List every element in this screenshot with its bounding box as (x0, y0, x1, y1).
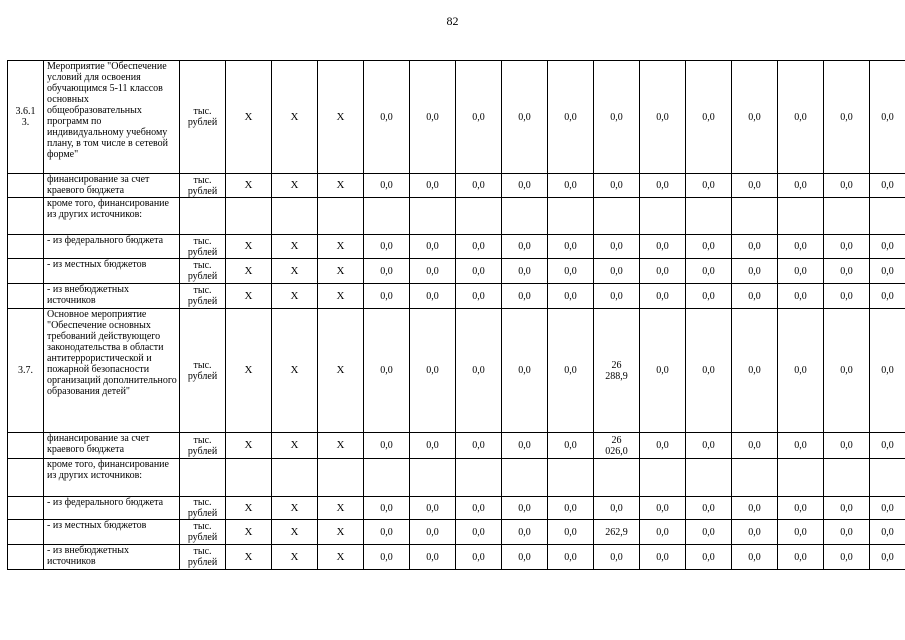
unit-cell: тыс. рублей (180, 259, 226, 284)
value-cell: 0,0 (686, 433, 732, 459)
value-cell (732, 198, 778, 235)
value-cell (364, 198, 410, 235)
value-cell: 0,0 (778, 61, 824, 174)
value-cell: 262,9 (594, 520, 640, 545)
value-cell: 0,0 (686, 309, 732, 433)
value-cell (502, 459, 548, 497)
value-cell: X (226, 545, 272, 570)
value-cell: 0,0 (870, 309, 905, 433)
value-cell: X (318, 235, 364, 259)
value-cell: 0,0 (732, 259, 778, 284)
value-cell: 0,0 (594, 284, 640, 309)
value-cell: 0,0 (870, 174, 905, 198)
value-cell: 0,0 (548, 309, 594, 433)
unit-cell: тыс. рублей (180, 545, 226, 570)
value-cell: 0,0 (410, 259, 456, 284)
value-cell: 0,0 (732, 309, 778, 433)
value-cell (686, 459, 732, 497)
value-cell: 0,0 (456, 61, 502, 174)
unit-cell: тыс. рублей (180, 497, 226, 520)
row-description-cell: - из федерального бюджета (44, 235, 180, 259)
row-description-cell: - из местных бюджетов (44, 259, 180, 284)
value-cell: 0,0 (364, 284, 410, 309)
value-cell: 0,0 (502, 259, 548, 284)
value-cell: 0,0 (732, 520, 778, 545)
unit-cell: тыс. рублей (180, 433, 226, 459)
value-cell: X (272, 284, 318, 309)
value-cell: X (318, 309, 364, 433)
row-description-cell: - из местных бюджетов (44, 520, 180, 545)
value-cell: 0,0 (870, 259, 905, 284)
value-cell: 0,0 (410, 545, 456, 570)
value-cell: 0,0 (548, 284, 594, 309)
value-cell: 0,0 (456, 520, 502, 545)
value-cell: X (226, 235, 272, 259)
value-cell: 0,0 (548, 520, 594, 545)
value-cell: 0,0 (456, 433, 502, 459)
value-cell: 0,0 (640, 174, 686, 198)
value-cell: 0,0 (824, 61, 870, 174)
value-cell: 0,0 (456, 235, 502, 259)
value-cell: 0,0 (548, 174, 594, 198)
value-cell: 0,0 (732, 545, 778, 570)
row-description-cell: Мероприятие "Обеспечение условий для освоения обучающимся 5-11 классов основных общеобразовательных программ по индивидуальному учебному плану, в том числе в сетевой форме" (44, 61, 180, 174)
value-cell: 0,0 (824, 235, 870, 259)
value-cell: 0,0 (778, 433, 824, 459)
value-cell: 0,0 (548, 433, 594, 459)
value-cell: 0,0 (686, 61, 732, 174)
value-cell: 0,0 (824, 174, 870, 198)
value-cell: 0,0 (594, 545, 640, 570)
value-cell: 0,0 (364, 545, 410, 570)
value-cell: 0,0 (548, 235, 594, 259)
value-cell: 0,0 (824, 497, 870, 520)
value-cell: X (226, 433, 272, 459)
value-cell: 0,0 (732, 235, 778, 259)
value-cell: 0,0 (410, 309, 456, 433)
value-cell: 0,0 (364, 61, 410, 174)
value-cell (824, 459, 870, 497)
row-number-cell (8, 235, 44, 259)
row-description-cell: - из внебюджетных источников (44, 284, 180, 309)
value-cell: 0,0 (732, 284, 778, 309)
row-number-cell (8, 284, 44, 309)
value-cell: 0,0 (732, 61, 778, 174)
value-cell: 0,0 (732, 174, 778, 198)
value-cell (226, 459, 272, 497)
value-cell (410, 459, 456, 497)
value-cell: 0,0 (594, 174, 640, 198)
value-cell (548, 198, 594, 235)
value-cell: X (318, 497, 364, 520)
unit-cell (180, 198, 226, 235)
value-cell: 0,0 (548, 545, 594, 570)
value-cell: 0,0 (640, 284, 686, 309)
value-cell (456, 198, 502, 235)
value-cell (318, 198, 364, 235)
table-row (8, 545, 905, 570)
value-cell: X (272, 433, 318, 459)
value-cell: 0,0 (548, 61, 594, 174)
table-row (8, 284, 905, 309)
value-cell: 0,0 (502, 545, 548, 570)
row-number-cell (8, 198, 44, 235)
table-row (8, 520, 905, 545)
row-number-cell (8, 520, 44, 545)
value-cell: X (272, 497, 318, 520)
value-cell: 0,0 (364, 235, 410, 259)
value-cell (870, 459, 905, 497)
value-cell: 0,0 (502, 309, 548, 433)
value-cell: 0,0 (594, 61, 640, 174)
table-row (8, 497, 905, 520)
value-cell: X (226, 497, 272, 520)
value-cell (226, 198, 272, 235)
value-cell: 0,0 (870, 433, 905, 459)
table-row (8, 259, 905, 284)
row-number-cell (8, 459, 44, 497)
value-cell: 0,0 (594, 497, 640, 520)
value-cell: 0,0 (548, 497, 594, 520)
row-description-cell: кроме того, финансирование из других источников: (44, 198, 180, 235)
value-cell: 0,0 (364, 433, 410, 459)
value-cell: 0,0 (824, 545, 870, 570)
row-number-cell (8, 174, 44, 198)
table-row (8, 309, 905, 433)
unit-cell: тыс. рублей (180, 174, 226, 198)
value-cell: 0,0 (686, 497, 732, 520)
value-cell: 0,0 (364, 497, 410, 520)
value-cell (824, 198, 870, 235)
value-cell (640, 198, 686, 235)
value-cell: 0,0 (410, 235, 456, 259)
value-cell: 0,0 (686, 545, 732, 570)
page-number: 82 (446, 14, 459, 28)
value-cell: 0,0 (870, 284, 905, 309)
value-cell: 0,0 (364, 174, 410, 198)
value-cell: 0,0 (870, 61, 905, 174)
value-cell: 0,0 (778, 497, 824, 520)
value-cell (686, 198, 732, 235)
value-cell: X (272, 235, 318, 259)
row-description-cell: Основное мероприятие "Обеспечение основных требований действующего законодательства в области антитеррористической и пожарной безопасности организаций дополнительного образования детей" (44, 309, 180, 433)
value-cell: 0,0 (640, 259, 686, 284)
value-cell: X (226, 520, 272, 545)
row-number-cell: 3.6.1 3. (8, 61, 44, 174)
value-cell: X (272, 259, 318, 284)
value-cell (548, 459, 594, 497)
value-cell: 0,0 (686, 259, 732, 284)
value-cell (594, 459, 640, 497)
value-cell: X (226, 61, 272, 174)
value-cell: 0,0 (778, 545, 824, 570)
value-cell: X (226, 309, 272, 433)
value-cell: 0,0 (410, 520, 456, 545)
value-cell: 0,0 (364, 309, 410, 433)
value-cell: 0,0 (778, 309, 824, 433)
value-cell: 0,0 (686, 284, 732, 309)
value-cell (272, 198, 318, 235)
value-cell: 0,0 (870, 545, 905, 570)
value-cell: 0,0 (364, 259, 410, 284)
table-row (8, 433, 905, 459)
value-cell: X (272, 520, 318, 545)
value-cell: 0,0 (502, 61, 548, 174)
value-cell: 0,0 (640, 520, 686, 545)
value-cell: 0,0 (870, 520, 905, 545)
value-cell: 0,0 (640, 61, 686, 174)
value-cell: 0,0 (824, 520, 870, 545)
value-cell: 0,0 (594, 235, 640, 259)
unit-cell: тыс. рублей (180, 235, 226, 259)
value-cell: X (226, 284, 272, 309)
value-cell: X (318, 520, 364, 545)
value-cell: 0,0 (502, 174, 548, 198)
unit-cell: тыс. рублей (180, 520, 226, 545)
value-cell (272, 459, 318, 497)
value-cell (778, 459, 824, 497)
value-cell: 0,0 (410, 284, 456, 309)
value-cell: 0,0 (456, 497, 502, 520)
value-cell: X (272, 61, 318, 174)
value-cell: 0,0 (640, 433, 686, 459)
row-description-cell: кроме того, финансирование из других источников: (44, 459, 180, 497)
value-cell: 0,0 (502, 284, 548, 309)
value-cell: 0,0 (824, 284, 870, 309)
unit-cell (180, 459, 226, 497)
value-cell: 0,0 (502, 520, 548, 545)
row-number-cell: 3.7. (8, 309, 44, 433)
value-cell (318, 459, 364, 497)
value-cell: 0,0 (364, 520, 410, 545)
value-cell: X (318, 61, 364, 174)
row-number-cell (8, 259, 44, 284)
row-number-cell (8, 497, 44, 520)
value-cell: 0,0 (456, 545, 502, 570)
value-cell: 0,0 (410, 433, 456, 459)
value-cell: X (272, 309, 318, 433)
value-cell: 0,0 (778, 235, 824, 259)
value-cell: X (226, 259, 272, 284)
value-cell: 0,0 (870, 235, 905, 259)
table-row (8, 459, 905, 497)
value-cell: X (318, 174, 364, 198)
row-number-cell (8, 545, 44, 570)
value-cell: X (272, 545, 318, 570)
value-cell: X (272, 174, 318, 198)
value-cell: 0,0 (456, 174, 502, 198)
value-cell: 26 288,9 (594, 309, 640, 433)
unit-cell: тыс. рублей (180, 284, 226, 309)
value-cell: 0,0 (410, 497, 456, 520)
table-row (8, 174, 905, 198)
value-cell: 0,0 (732, 497, 778, 520)
value-cell: 0,0 (824, 259, 870, 284)
row-description-cell: финансирование за счет краевого бюджета (44, 174, 180, 198)
value-cell: 0,0 (778, 520, 824, 545)
value-cell: 0,0 (686, 520, 732, 545)
value-cell: 0,0 (456, 284, 502, 309)
value-cell: 0,0 (410, 61, 456, 174)
value-cell (778, 198, 824, 235)
value-cell (732, 459, 778, 497)
unit-cell: тыс. рублей (180, 61, 226, 174)
value-cell (410, 198, 456, 235)
table-row (8, 198, 905, 235)
value-cell (870, 198, 905, 235)
value-cell: X (318, 284, 364, 309)
value-cell: 0,0 (778, 259, 824, 284)
value-cell (456, 459, 502, 497)
row-description-cell: - из федерального бюджета (44, 497, 180, 520)
value-cell: 0,0 (686, 235, 732, 259)
value-cell: 0,0 (824, 433, 870, 459)
value-cell: 0,0 (732, 433, 778, 459)
value-cell: 0,0 (824, 309, 870, 433)
value-cell: X (318, 259, 364, 284)
value-cell: 0,0 (640, 497, 686, 520)
row-description-cell: - из внебюджетных источников (44, 545, 180, 570)
value-cell: 0,0 (502, 235, 548, 259)
value-cell: 0,0 (502, 433, 548, 459)
value-cell: 0,0 (502, 497, 548, 520)
value-cell: 0,0 (456, 309, 502, 433)
value-cell: 0,0 (778, 174, 824, 198)
table-row (8, 61, 905, 174)
value-cell (640, 459, 686, 497)
value-cell: 0,0 (548, 259, 594, 284)
value-cell: 0,0 (594, 259, 640, 284)
value-cell: 0,0 (686, 174, 732, 198)
value-cell: 0,0 (640, 235, 686, 259)
value-cell: X (226, 174, 272, 198)
value-cell: 0,0 (410, 174, 456, 198)
row-description-cell: финансирование за счет краевого бюджета (44, 433, 180, 459)
value-cell: X (318, 545, 364, 570)
table-body (8, 61, 905, 570)
value-cell: 26 026,0 (594, 433, 640, 459)
value-cell: X (318, 433, 364, 459)
row-number-cell (8, 433, 44, 459)
budget-table (7, 60, 905, 570)
unit-cell: тыс. рублей (180, 309, 226, 433)
value-cell (502, 198, 548, 235)
value-cell: 0,0 (870, 497, 905, 520)
value-cell (364, 459, 410, 497)
table-row (8, 235, 905, 259)
value-cell: 0,0 (778, 284, 824, 309)
value-cell: 0,0 (640, 545, 686, 570)
value-cell: 0,0 (640, 309, 686, 433)
value-cell: 0,0 (456, 259, 502, 284)
value-cell (594, 198, 640, 235)
